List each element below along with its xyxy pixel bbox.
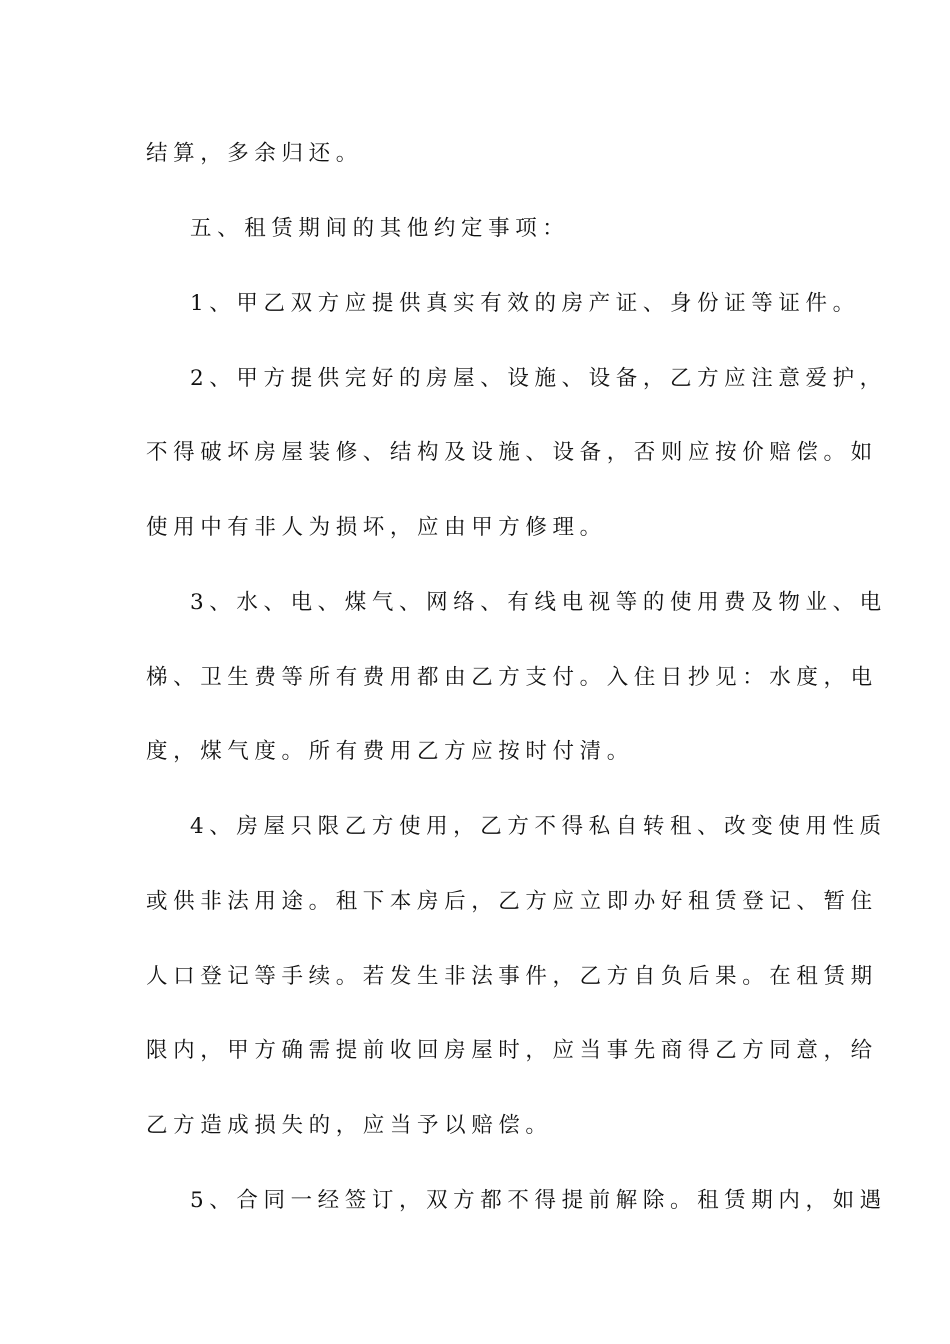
text-line: 结算，多余归还。: [146, 141, 363, 166]
clause-3-line-1: 3、水、电、煤气、网络、有线电视等的使用费及物业、电: [190, 590, 887, 615]
clause-4-line-2: 或供非法用途。租下本房后，乙方应立即办好租赁登记、暂住: [146, 889, 878, 914]
clause-4-line-5: 乙方造成损失的，应当予以赔偿。: [146, 1113, 553, 1138]
clause-1: 1、甲乙双方应提供真实有效的房产证、身份证等证件。: [190, 291, 860, 316]
clause-4-line-4: 限内，甲方确需提前收回房屋时，应当事先商得乙方同意，给: [146, 1038, 878, 1063]
clause-4-line-3: 人口登记等手续。若发生非法事件，乙方自负后果。在租赁期: [146, 964, 878, 989]
clause-3-line-3: 度，煤气度。所有费用乙方应按时付清。: [146, 739, 634, 764]
clause-2-line-2: 不得破坏房屋装修、结构及设施、设备，否则应按价赔偿。如: [146, 440, 878, 465]
section-heading: 五、租赁期间的其他约定事项：: [190, 216, 570, 241]
clause-5-line-1: 5、合同一经签订，双方都不得提前解除。租赁期内，如遇: [190, 1188, 887, 1213]
clause-3-line-2: 梯、卫生费等所有费用都由乙方支付。入住日抄见：水度，电: [146, 665, 878, 690]
clause-2-line-3: 使用中有非人为损坏，应由甲方修理。: [146, 515, 607, 540]
clause-2-line-1: 2、甲方提供完好的房屋、设施、设备，乙方应注意爱护，: [190, 366, 887, 391]
clause-4-line-1: 4、房屋只限乙方使用，乙方不得私自转租、改变使用性质: [190, 814, 887, 839]
